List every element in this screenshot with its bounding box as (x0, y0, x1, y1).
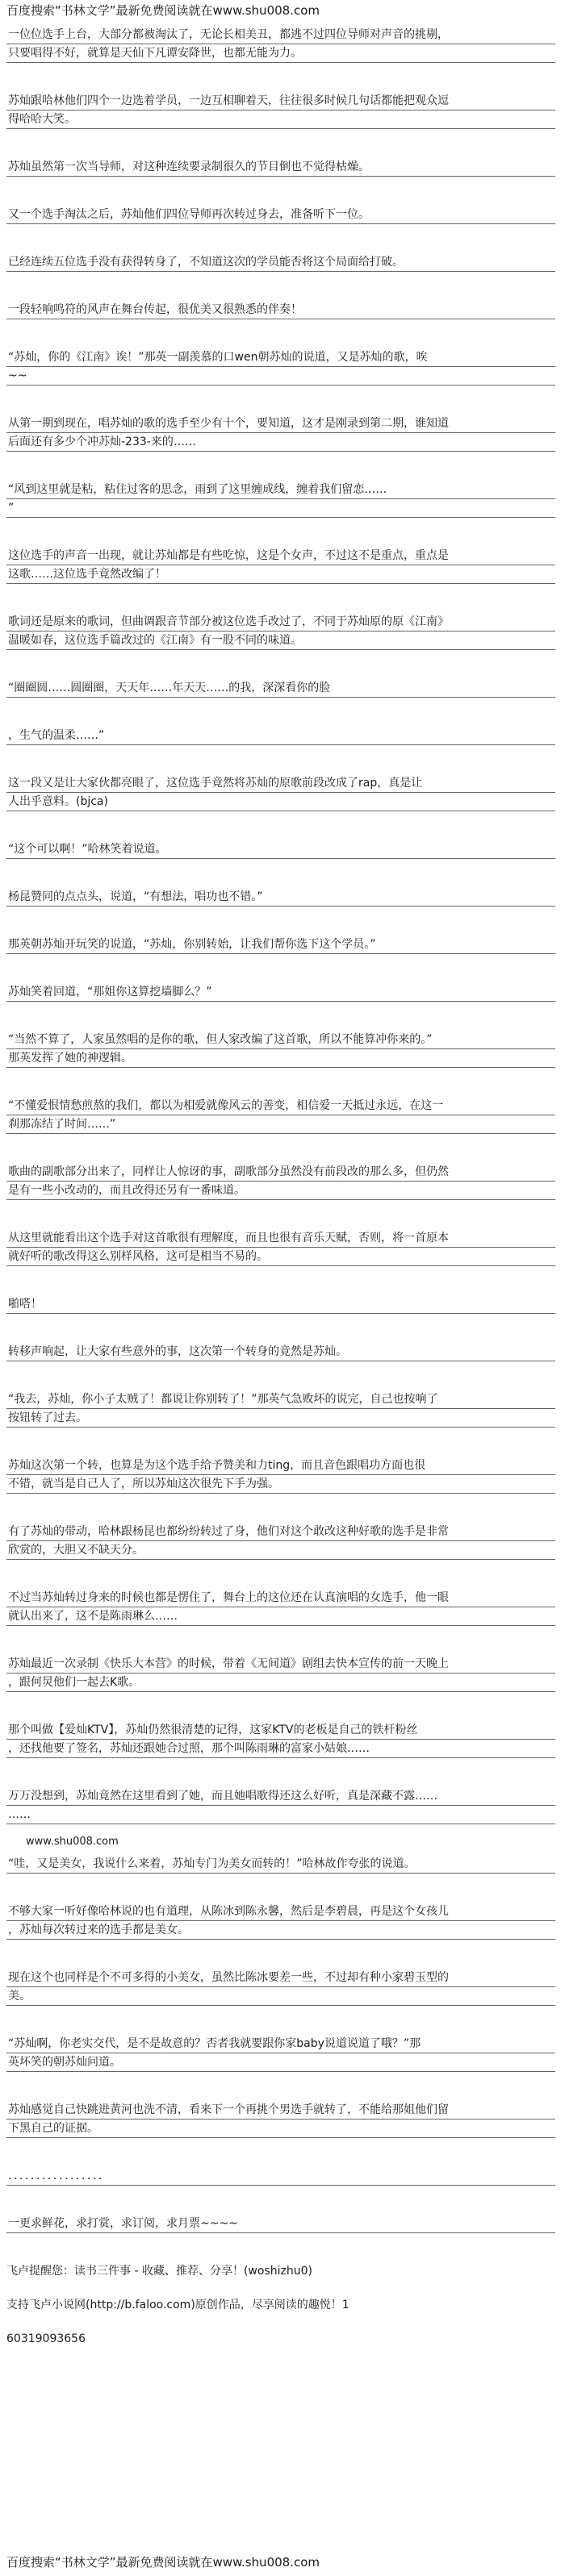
article-paragraph (6, 983, 555, 1002)
article-paragraph (6, 301, 555, 319)
paragraph-line: “苏灿啊，你老实交代，是不是故意的？否者我就要跟你家baby说道说道了哦？”那 (6, 2035, 555, 2053)
article-paragraph (6, 679, 555, 698)
article-paragraph (6, 1787, 555, 1824)
site-header: 百度搜索“书林文学”最新免费阅读就在www.shu008.com (6, 3, 320, 18)
paragraph-line: 就好听的歌改得这么别样风格，这可是相当不易的。 (6, 1248, 555, 1266)
paragraph-line: 那英朝苏灿开玩笑的说道，“苏灿，你别转始，让我们帮你选下这个学员。” (6, 936, 555, 954)
footer-line1: 飞卢提醒您：读书三件事 - 收藏、推荐、分享！(woshizhu0) (6, 2265, 312, 2278)
article-paragraph (6, 1229, 555, 1266)
article-paragraph (6, 1655, 555, 1692)
article-paragraph (6, 1343, 555, 1361)
paragraph-line: 温暖如春，这位选手篇改过的《江南》有一股不同的味道。 (6, 631, 555, 650)
paragraph-line: “哇，又是美女，我说什么来着，苏灿专门为美女而转的！”哈林故作夸张的说道。 (6, 1855, 555, 1874)
article-paragraph (6, 2101, 555, 2138)
paragraph-line: “苏灿，你的《江南》诶！”那英一副羡慕的口wen朝苏灿的说道，又是苏灿的歌，唉 (6, 348, 555, 367)
paragraph-line: 万万没想到，苏灿竟然在这里看到了她，而且她唱歌得还这么好听，真是深藏不露…… (6, 1787, 555, 1806)
article-paragraph (6, 840, 555, 859)
site-url: www.shu008.com (26, 1836, 119, 1848)
paragraph-line: 转移声响起，让大家有些意外的事，这次第一个转身的竟然是苏灿。 (6, 1343, 555, 1361)
paragraph-line: 苏灿笑着回道，“那姐你这算挖墙脚么？” (6, 983, 555, 1002)
paragraph-line: 苏灿跟哈林他们四个一边选着学员，一边互相聊着天，往往很多时候几句话都能把观众逗 (6, 92, 555, 110)
paragraph-line: “这个可以啊！”哈林笑着说道。 (6, 840, 555, 859)
article-paragraph (6, 1097, 555, 1134)
article-paragraph (6, 2215, 555, 2233)
article-paragraph (6, 26, 555, 63)
article-paragraph (6, 727, 555, 745)
paragraph-line: 从这里就能看出这个选手对这首歌很有理解度，而且也很有音乐天赋，否则，将一首原本 (6, 1229, 555, 1248)
paragraph-line: 从第一期到现在，唱苏灿的歌的选手至少有十个，要知道，这才是刚录到第二期，谁知道 (6, 415, 555, 433)
paragraph-line: ，生气的温柔……” (6, 727, 555, 745)
paragraph-line: 不够大家一听好像哈林说的也有道理，从陈冰到陈永馨，然后是李碧晨，再是这个女孩儿 (6, 1903, 555, 1921)
paragraph-line: 按钮转了过去。 (6, 1409, 555, 1428)
article-paragraph (6, 1390, 555, 1428)
article-paragraph (6, 1295, 555, 1314)
paragraph-line: ．．．．．．．．．．．．．．．．． (6, 2167, 555, 2186)
paragraph-line: 下黑自己的证据。 (6, 2120, 555, 2138)
article-paragraph (6, 158, 555, 177)
article-paragraph (6, 1903, 555, 1940)
paragraph-line: ，还找他要了签名，苏灿还跟她合过照，那个叫陈雨琳的富家小姑娘…… (6, 1740, 555, 1758)
article-body (6, 26, 555, 2348)
article-paragraph (6, 888, 555, 907)
article-paragraph (6, 613, 555, 650)
article-paragraph (6, 1855, 555, 1874)
paragraph-line: 英坏笑的朝苏灿问道。 (6, 2053, 555, 2072)
article-paragraph (6, 348, 555, 386)
paragraph-line: ~~ (6, 367, 555, 386)
paragraph-line: 苏灿这次第一个转，也算是为这个选手给予赞美和力ting，而且音色跟唱功方面也很 (6, 1457, 555, 1475)
paragraph-line: “风到这里就是粘，粘住过客的思念，雨到了这里缠成线，缠着我们留恋…… (6, 481, 555, 499)
article-paragraph (6, 415, 555, 452)
paragraph-line: 又一个选手淘汰之后，苏灿他们四位导师再次转过身去，准备听下一位。 (6, 206, 555, 224)
paragraph-line: 那个叫做【爱灿KTV】，苏灿仍然很清楚的记得，这家KTV的老板是自己的铁杆粉丝 (6, 1721, 555, 1740)
paragraph-line: 已经连续五位选手没有获得转身了，不知道这次的学员能否将这个局面给打破。 (6, 253, 555, 272)
article-paragraph (6, 936, 555, 954)
paragraph-line: 刹那冻结了时间……” (6, 1115, 555, 1134)
paragraph-line: 歌词还是原来的歌词，但曲调跟音节部分被这位选手改过了，不同于苏灿原的原《江南》 (6, 613, 555, 631)
article-paragraph (6, 1457, 555, 1494)
paragraph-line: 得哈哈大笑。 (6, 110, 555, 129)
article-paragraph (6, 1523, 555, 1560)
article-paragraph (6, 206, 555, 224)
paragraph-line: 是有一些小改动的，而且改得还另有一番味道。 (6, 1182, 555, 1200)
footer-line3: 60319093656 (6, 2332, 86, 2345)
paragraph-line: 美。 (6, 1987, 555, 2006)
paragraph-line: 人出乎意料。(bjca) (6, 793, 555, 811)
paragraph-line: 一位位选手上台，大部分都被淘汰了，无论长相美丑，都逃不过四位导师对声音的挑剔， (6, 26, 555, 44)
paragraph-line: 不错，就当是自己人了，所以苏灿这次很先下手为强。 (6, 1475, 555, 1494)
article-paragraph (6, 481, 555, 518)
article-paragraph (6, 1589, 555, 1626)
footer-line2: 支持飞卢小说网(http://b.faloo.com)原创作品，尽享阅读的趣悦！1 (6, 2299, 349, 2311)
article-paragraph (6, 1721, 555, 1758)
paragraph-line: 后面还有多少个冲苏灿-233-来的…… (6, 433, 555, 452)
paragraph-line: 歌曲的副歌部分出来了，同样让人惊讶的事，副歌部分虽然没有前段改的那么多，但仍然 (6, 1163, 555, 1182)
article-paragraph (6, 1031, 555, 1068)
paragraph-line: 啪嗒！ (6, 1295, 555, 1314)
paragraph-line: 这歌……这位选手竟然改编了！ (6, 565, 555, 584)
paragraph-line: 苏灿虽然第一次当导师，对这种连续要录制很久的节目倒也不觉得枯燥。 (6, 158, 555, 177)
paragraph-line: 一更求鲜花，求打赏，求订阅，求月票~~~~ (6, 2215, 555, 2233)
paragraph-line: ，苏灿每次转过来的选手都是美女。 (6, 1921, 555, 1940)
paragraph-line: 苏灿最近一次录制《快乐大本营》的时候，带着《无间道》剧组去快本宣传的前一天晚上 (6, 1655, 555, 1674)
paragraph-line: 有了苏灿的带动，哈林跟杨昆也都纷纷转过了身，他们对这个敢改这种好歌的选手是非常 (6, 1523, 555, 1541)
paragraph-line: 只要唱得不好，就算是天仙下凡谭安降世，也都无能为力。 (6, 44, 555, 63)
paragraph-line: …… (6, 1806, 555, 1824)
paragraph-line: “不懂爱恨情愁煎熬的我们，都以为相爱就像风云的善变，相信爱一天抵过永远，在这一 (6, 1097, 555, 1115)
paragraph-line: 苏灿感觉自己快跳进黄河也洗不清，看来下一个再挑个男选手就转了，不能给那姐他们留 (6, 2101, 555, 2120)
paragraph-line: “我去，苏灿，你小子太贼了！都说让你别转了！”那英气急败坏的说完，自己也按响了 (6, 1390, 555, 1409)
article-paragraph (6, 774, 555, 811)
paragraph-line: ” (6, 499, 555, 518)
article-paragraph (6, 2035, 555, 2072)
article-paragraph (6, 1969, 555, 2006)
paragraph-line: 就认出来了，这不是陈雨琳么…… (6, 1607, 555, 1626)
article-paragraph (6, 253, 555, 272)
article-paragraph (6, 92, 555, 129)
paragraph-line: 这位选手的声音一出现，就让苏灿都是有些吃惊，这是个女声，不过这不是重点，重点是 (6, 547, 555, 565)
paragraph-line: “当然不算了，人家虽然唱的是你的歌，但人家改编了这首歌，所以不能算冲你来的。” (6, 1031, 555, 1049)
paragraph-line: 欣赏的，大胆又不缺天分。 (6, 1541, 555, 1560)
paragraph-line: 现在这个也同样是个不可多得的小美女，虽然比陈冰要差一些，不过却有种小家碧玉型的 (6, 1969, 555, 1987)
site-footer-header: 百度搜索“书林文学”最新免费阅读就在www.shu008.com (6, 2555, 320, 2570)
paragraph-line: ，跟何炅他们一起去K歌。 (6, 1674, 555, 1692)
article-paragraph (6, 1163, 555, 1200)
paragraph-line: 那英发挥了她的神逻辑。 (6, 1049, 555, 1068)
article-paragraph (6, 2167, 555, 2186)
paragraph-line: 这一段又是让大家伙都亮眼了，这位选手竟然将苏灿的原歌前段改成了rap，真是让 (6, 774, 555, 793)
article-paragraph (6, 547, 555, 584)
paragraph-line: 不过当苏灿转过身来的时候也都是愣住了，舞台上的这位还在认真演唱的女选手，他一眼 (6, 1589, 555, 1607)
paragraph-line: 杨昆赞同的点点头，说道，“有想法，唱功也不错。” (6, 888, 555, 907)
paragraph-line: 一段轻响鸣符的风声在舞台传起，很优美又很熟悉的伴奏！ (6, 301, 555, 319)
paragraph-line: “圈圈圆……圆圈圈，天天年……年天天……的我，深深看你的脸 (6, 679, 555, 698)
